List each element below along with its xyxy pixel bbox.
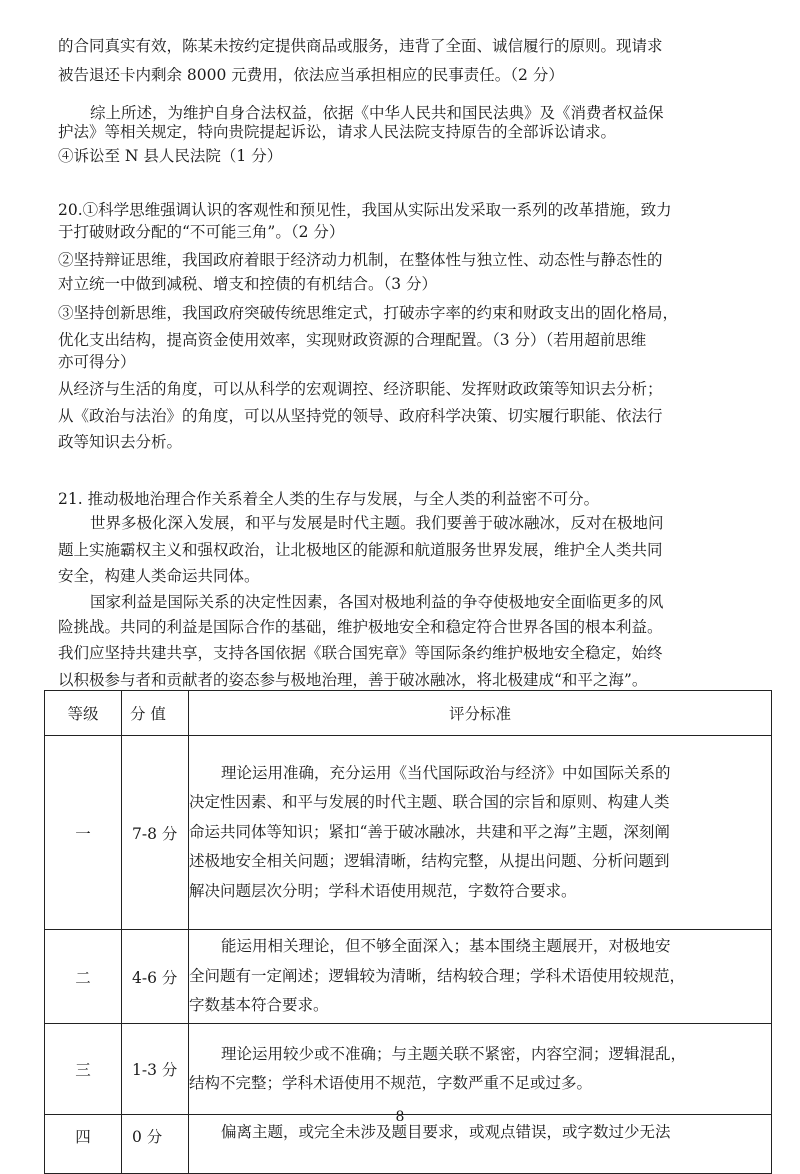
q20-text-line: 对立统一中做到减税、增支和控债的有机结合。（3 分）	[58, 275, 438, 293]
q20-text-line: 于打破财政分配的“不可能三角”。（2 分）	[58, 223, 345, 241]
q19-text-line: 护法》等相关规定，特向贵院提起诉讼，请求人民法院支持原告的全部诉讼请求。	[58, 123, 617, 141]
table-header-row	[45, 691, 772, 736]
level-cell: 四	[45, 1115, 122, 1174]
q21-text-line: 世界多极化深入发展，和平与发展是时代主题。我们要善于破冰融冰，反对在极地问	[90, 514, 664, 532]
q20-text-line: ③坚持创新思维，我国政府突破传统思维定式，打破赤字率的约束和财政支出的固化格局，	[58, 304, 679, 322]
criteria-line: 解决问题层次分明；学科术语使用规范，字数符合要求。	[189, 881, 577, 900]
q21-text-line: 题上实施霸权主义和强权政治，让北极地区的能源和航道服务世界发展，维护全人类共同	[58, 541, 663, 559]
q21-text-line: 21. 推动极地治理合作关系着全人类的生存与发展，与全人类的利益密不可分。	[58, 490, 600, 508]
q20-text-line: 优化支出结构，提高资金使用效率，实现财政资源的合理配置。（3 分）（若用超前思维	[58, 331, 647, 349]
page-number: 8	[395, 1109, 405, 1125]
header-level: 等级	[45, 691, 122, 736]
q19-text-line: 综上所述，为维护自身合法权益，依据《中华人民共和国民法典》及《消费者权益保	[90, 104, 664, 122]
q20-text-line: 亦可得分）	[58, 353, 136, 371]
table-row	[45, 1024, 772, 1115]
table-row	[45, 930, 772, 1024]
score-label: 1-3 分	[132, 1061, 178, 1079]
criteria-line: 能运用相关理论，但不够全面深入；基本围绕主题展开，对极地安	[221, 937, 671, 956]
q20-text-line: 政等知识去分析。	[58, 433, 183, 451]
criteria-line: 全问题有一定阐述；逻辑较为清晰，结构较合理；学科术语使用较规范，	[189, 966, 686, 985]
criteria-line: 命运共同体等知识；紧扣“善于破冰融冰，共建和平之海”主题，深刻阐	[189, 822, 670, 841]
header-criteria: 评分标准	[189, 691, 772, 736]
criteria-line: 偏离主题，或完全未涉及题目要求，或观点错误，或字数过少无法	[221, 1123, 671, 1141]
criteria-line: 述极地安全相关问题；逻辑清晰，结构完整，从提出问题、分析问题到	[189, 852, 670, 871]
criteria-line: 结构不完整；学科术语使用不规范，字数严重不足或过多。	[189, 1074, 593, 1092]
q19-text-line: ④诉讼至 N 县人民法院（1 分）	[58, 147, 283, 165]
q20-text-line: ②坚持辩证思维，我国政府着眼于经济动力机制，在整体性与独立性、动态性与静态性的	[58, 251, 663, 269]
level-cell: 三	[45, 1024, 122, 1115]
q21-text-line: 险挑战。共同的利益是国际合作的基础，维护极地安全和稳定符合世界各国的根本利益。	[58, 618, 663, 636]
q20-text-line: 从经济与生活的角度，可以从科学的宏观调控、经济职能、发挥财政政策等知识去分析；	[58, 380, 663, 398]
criteria-cell	[189, 736, 772, 930]
score-label: 4-6 分	[132, 968, 178, 987]
q21-text-line: 以积极参与者和贡献者的姿态参与极地治理，善于破冰融冰，将北极建成“和平之海”。	[58, 671, 648, 689]
criteria-line: 理论运用较少或不准确；与主题关联不紧密，内容空洞；逻辑混乱，	[221, 1044, 687, 1063]
criteria-line: 理论运用准确，充分运用《当代国际政治与经济》中如国际关系的	[221, 763, 671, 782]
score-cell	[122, 1024, 189, 1115]
criteria-cell	[189, 1024, 772, 1115]
grading-table	[44, 690, 772, 1174]
score-cell	[122, 736, 189, 930]
score-cell	[122, 930, 189, 1024]
level-cell: 二	[45, 930, 122, 1024]
q21-text-line: 安全，构建人类命运共同体。	[58, 567, 260, 585]
q19-text-line: 的合同真实有效，陈某未按约定提供商品或服务，违背了全面、诚信履行的原则。现请求	[58, 37, 663, 55]
q20-text-line: 20.①科学思维强调认识的客观性和预见性，我国从实际出发采取一系列的改革措施，致力	[58, 201, 672, 219]
criteria-line: 决定性因素、和平与发展的时代主题、联合国的宗旨和原则、构建人类	[189, 793, 670, 812]
q20-text-line: 从《政治与法治》的角度，可以从坚持党的领导、政府科学决策、切实履行职能、依法行	[58, 407, 663, 425]
q19-text-line: 被告退还卡内剩余 8000 元费用，依法应当承担相应的民事责任。（2 分）	[58, 66, 564, 84]
header-score-label: 分 值	[130, 705, 166, 723]
q21-text-line: 国家利益是国际关系的决定性因素，各国对极地利益的争夺使极地安全面临更多的风	[90, 593, 664, 611]
criteria-line: 字数基本符合要求。	[189, 996, 329, 1015]
table-row	[45, 736, 772, 930]
score-label: 7-8 分	[132, 824, 178, 843]
header-score	[122, 691, 189, 736]
q21-text-line: 我们应坚持共建共享，支持各国依据《联合国宪章》等国际条约维护极地安全稳定，始终	[58, 644, 663, 662]
score-label: 0 分	[132, 1128, 163, 1146]
level-cell: 一	[45, 736, 122, 930]
criteria-cell	[189, 930, 772, 1024]
